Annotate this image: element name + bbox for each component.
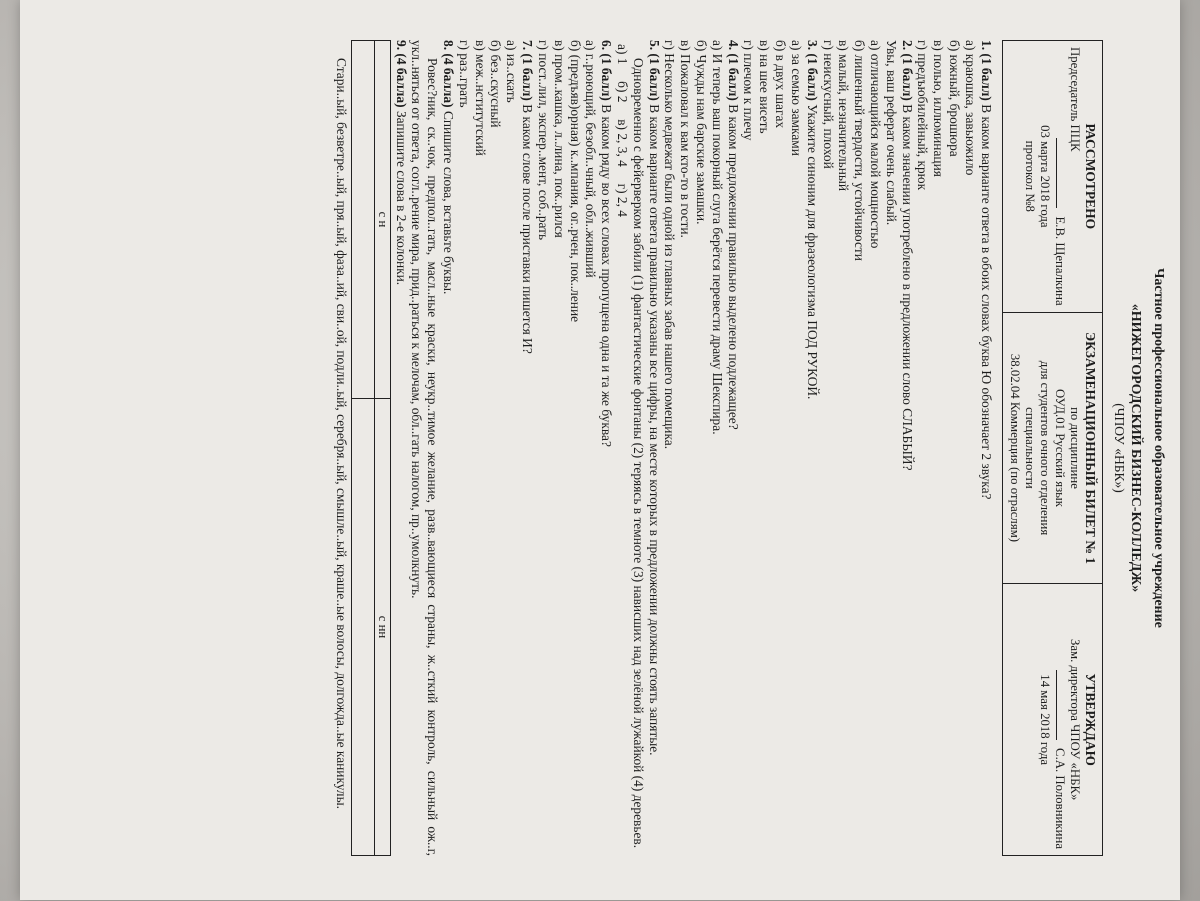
answer-option: г) неискусный, плохой <box>820 40 836 169</box>
answer-option: в) меж..нститутский <box>472 40 488 156</box>
ticket-line: специальности <box>1022 407 1037 489</box>
column-header-snn: с нн <box>374 398 390 855</box>
question-1 <box>978 40 994 856</box>
answer-option: а) краюшка, завьюжило <box>962 40 978 176</box>
reviewed-protocol: протокол №8 <box>1022 140 1037 212</box>
question-text: В каком значении употреблено в предложении слово СЛАБЫЙ? <box>899 100 915 471</box>
answer-option: б) (предъяв)орная) к..мпания, ог..рчен, пок..ление <box>567 40 583 323</box>
approved-date: 14 мая 2018 года <box>1037 674 1052 766</box>
ticket-line: по дисциплине <box>1068 407 1083 489</box>
question-text: В каком варианте ответа в обоих словах буква Ю обозначает 2 звука? <box>978 100 994 500</box>
approval-approved <box>1002 584 1102 856</box>
answer-option: а) И теперь ваш покорный слуга берётся перевести драму Шекспира. <box>709 40 725 435</box>
answer-option: б) лишенный твердости, устойчивости <box>852 40 868 261</box>
question-body: Ровес?ник, ск..чок, предпол..гать, масл..ные краски, неукр..тимое желание, разв..вающиеся страны, ж..сткий контроль, сильный ож..г, укл..няться от ответа, согл..рение мира, прид..раться к мелочам, обл..гать налогом, пр..умолкнуть. <box>409 40 441 856</box>
answer-option: г) предъюбилейный, крюк <box>915 40 931 191</box>
answer-option: в) полью, иллюминация <box>931 40 947 177</box>
question-9 <box>393 40 409 856</box>
answer-option: б) в двух шагах <box>773 40 789 129</box>
question-8 <box>440 40 456 856</box>
question-body: Стари..ый, безветре..ый, пря..ый, фаза..ий, сви..ой, подли..ый, серебря..ый, смышле..ый, краше..ые волосы, долгожда..ые каникулы. <box>333 58 349 809</box>
answer-option: а) отличающийся малой мощностью <box>867 40 883 249</box>
answer-option: г) Несколько медвежат были одной из главных забав нашего помещика. <box>662 40 678 450</box>
question-text: В каком варианте ответа правильно указаны все цифры, на месте которых в предложении должны стоять запятые. <box>646 100 662 756</box>
answer-option: в) малый, незначительный <box>836 40 852 192</box>
answer-option: г) пост..лил, экспер..мент, соб..рать <box>535 40 551 241</box>
approved-title: УТВЕРЖДАЮ <box>1083 673 1099 766</box>
answer-option: а) г..рюющий, безобл..чный, обл..живший <box>583 40 599 278</box>
ticket-line: для студентов очного отделения <box>1037 360 1052 536</box>
question-text: В каком ряду во всех словах пропущена одна и та же буква? <box>599 100 615 447</box>
answer-cell <box>351 41 374 399</box>
question-sentence: Одновременно с фейерверком забили (1) фантастические фонтаны (2) теряясь в темноте (3) нависших над зелёной лужайкой (4) деревьев. <box>630 58 646 849</box>
question-6 <box>598 40 614 856</box>
question-number: 6. (1 балл) <box>599 40 615 101</box>
question-text: Спишите слова, вставьте буквы. <box>441 107 457 295</box>
approved-role: Зам. директора ЧПОУ «НБК» <box>1068 638 1083 801</box>
ticket-specialty: 38.02.04 Коммерция (по отраслям) <box>1007 353 1022 543</box>
answer-cell <box>351 398 374 855</box>
answer-option: в) Пожаловал к вам кто-то в гости. <box>678 40 694 238</box>
question-text: Запишите слова в 2-е колонки. <box>393 107 409 286</box>
question-2 <box>899 40 915 856</box>
column-header-sn: с н <box>374 41 390 399</box>
answer-option: а) из..скать <box>504 40 520 103</box>
answer-options: а) 1 б) 2 в) 2, 3, 4 г) 2, 4 <box>614 44 630 217</box>
question-4 <box>725 40 741 856</box>
approval-table <box>1002 40 1103 856</box>
approved-name: С.А. Половникина <box>1053 748 1068 849</box>
question-number: 2. (1 балл) <box>899 40 915 101</box>
exam-sheet <box>20 0 1180 900</box>
ticket-discipline: ОУД.01 Русский язык <box>1053 389 1068 507</box>
question-5 <box>646 40 662 856</box>
answer-option: в) пром..кашка, л..лина, пок..рился <box>551 40 567 238</box>
reviewed-role: Председатель ПЦК <box>1068 47 1083 152</box>
question-number: 8. (4 балла) <box>441 40 457 108</box>
ticket-info <box>1002 312 1102 584</box>
answer-option: б) южный, брошюра <box>947 40 963 157</box>
question-text: Укажите синоним для фразеологизма ПОД РУКОЙ. <box>804 100 820 400</box>
answer-option: г) плечом к плечу <box>741 40 757 141</box>
approval-reviewed <box>1002 41 1102 313</box>
reviewed-title: РАССМОТРЕНО <box>1083 123 1099 230</box>
question-number: 4. (1 балл) <box>725 40 741 101</box>
question-sentence: Увы, ваш реферат очень слабый. <box>883 40 899 226</box>
question-text: В каком слове после приставки пишется И? <box>520 100 536 354</box>
columns-table <box>351 40 391 856</box>
question-number: 5. (1 балл) <box>646 40 662 101</box>
college-abbr: (ЧПОУ «НБК») <box>1111 403 1127 493</box>
answer-option: г) раз..грать <box>456 40 472 108</box>
reviewed-name: Е.В. Щепалкина <box>1053 216 1068 306</box>
answer-option: а) за семью замками <box>788 40 804 156</box>
institution-name: Частное профессиональное образовательное учреждение <box>1151 268 1166 628</box>
ticket-title: ЭКЗАМЕНАЦИОННЫЙ БИЛЕТ № 1 <box>1083 331 1099 564</box>
question-number: 7. (1 балл) <box>520 40 536 101</box>
question-number: 3. (1 балл) <box>804 40 820 101</box>
college-name: «НИЖЕГОРОДСКИЙ БИЗНЕС-КОЛЛЕДЖ» <box>1128 303 1144 593</box>
reviewed-date: 03 марта 2018 года <box>1037 125 1052 228</box>
question-3 <box>804 40 820 856</box>
question-number: 1. (1 балл) <box>978 40 994 101</box>
question-number: 9. (4 балла) <box>393 40 409 108</box>
answer-option: в) на шее висеть <box>757 40 773 134</box>
question-7 <box>519 40 535 856</box>
question-text: В каком предложении правильно выделено подлежащее? <box>725 100 741 430</box>
answer-option: б) Чужды нам барские замашки. <box>694 40 710 225</box>
answer-option: б) без..скусный <box>488 40 504 128</box>
